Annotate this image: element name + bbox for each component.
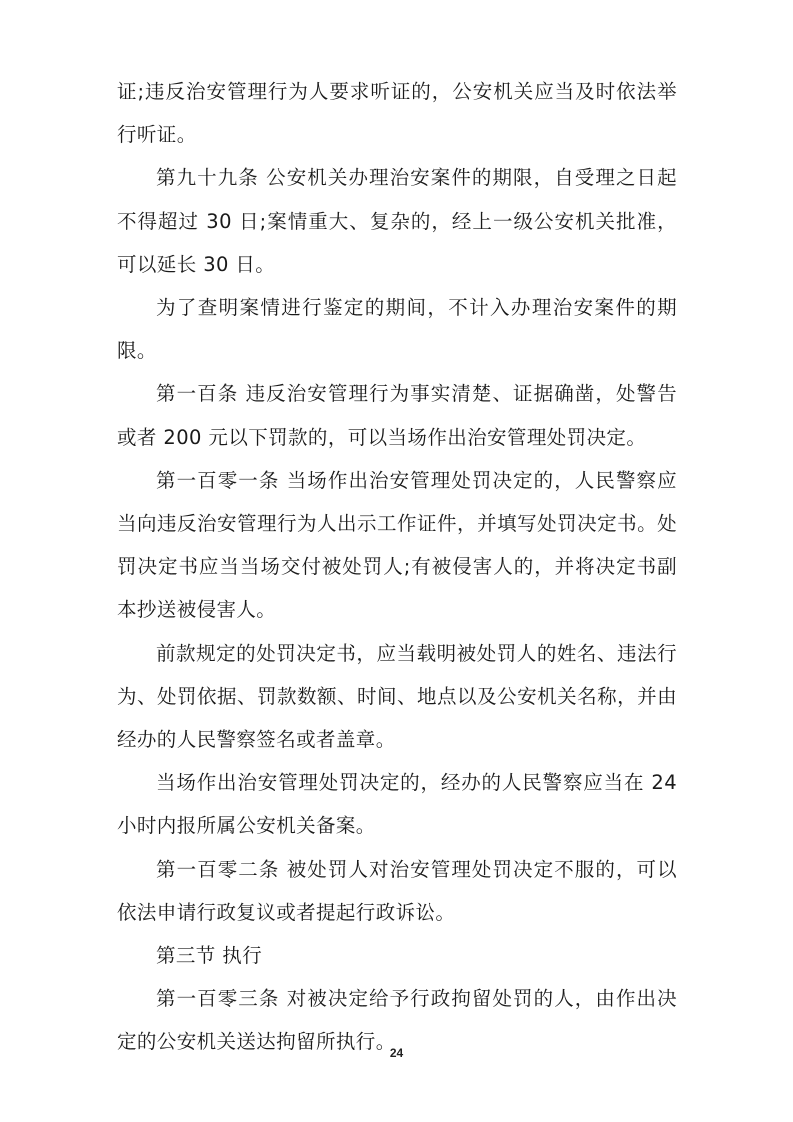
paragraph-filing-24-hours: 当场作出治安管理处罚决定的，经办的人民警察应当在 24 小时内报所属公安机关备案。 — [117, 771, 677, 838]
paragraph-article-101: 第一百零一条 当场作出治安管理处罚决定的，人民警察应当向违反治安管理行为人出示工作证件，并填写处罚决定书。处罚决定书应当当场交付被处罚人;有被侵害人的，并将决定书副本抄送被侵害人。 — [117, 468, 677, 622]
paragraph-article-99: 第九十九条 公安机关办理治安案件的期限，自受理之日起不得超过 30 日;案情重大、复杂的，经上一级公安机关批准，可以延长 30 日。 — [117, 166, 677, 276]
paragraph-decision-contents: 前款规定的处罚决定书，应当载明被处罚人的姓名、违法行为、处罚依据、罚款数额、时间、地点以及公安机关名称，并由经办的人民警察签名或者盖章。 — [117, 641, 677, 752]
paragraph-appraisal-period: 为了查明案情进行鉴定的期间，不计入办理治安案件的期限。 — [117, 296, 677, 363]
page-number: 24 — [389, 1046, 404, 1060]
paragraph-article-100: 第一百条 违反治安管理行为事实清楚、证据确凿，处警告或者 200 元以下罚款的，可以当场作出治安管理处罚决定。 — [117, 382, 677, 449]
section-heading-execution: 第三节 执行 — [156, 944, 263, 968]
paragraph-article-102: 第一百零二条 被处罚人对治安管理处罚决定不服的，可以依法申请行政复议或者提起行政诉讼。 — [117, 857, 677, 924]
paragraph-hearing-continuation: 证;违反治安管理行为人要求听证的，公安机关应当及时依法举行听证。 — [117, 80, 677, 147]
paragraph-article-103: 第一百零三条 对被决定给予行政拘留处罚的人，由作出决定的公安机关送达拘留所执行。 — [117, 987, 677, 1054]
document-body — [117, 70, 677, 1064]
